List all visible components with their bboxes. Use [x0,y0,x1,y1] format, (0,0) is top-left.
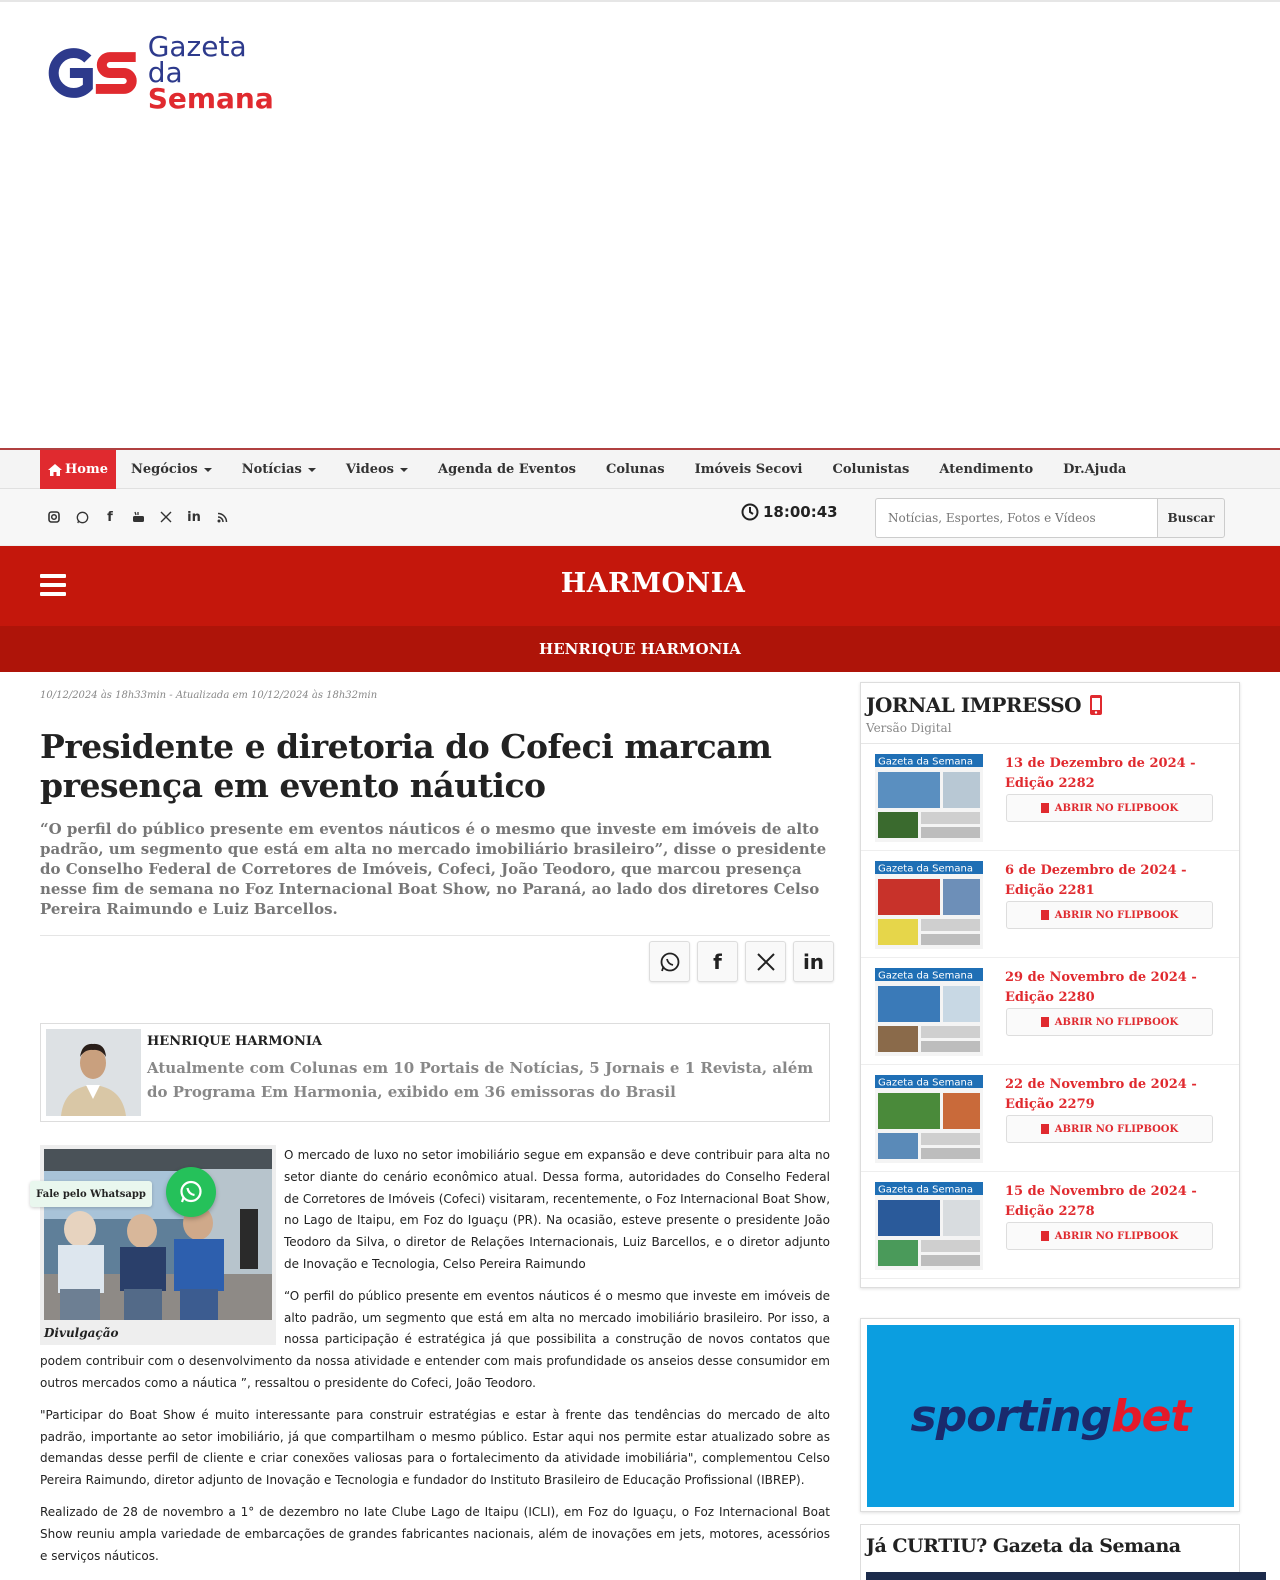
ad-brand-a: sporting [910,1390,1112,1442]
rss-icon[interactable] [208,506,236,528]
edition-cover[interactable] [875,754,983,842]
edition-cover[interactable] [875,1182,983,1270]
divider [40,935,830,936]
article-paragraph: Realizado de 28 de novembro a 1° de dezembro no Iate Clube Lago de Itaipu (ICLI), em Foz do Iguaçu, o Foz Internacional Boat Show reuniu ampla variedade de embarcações de grandes fabricantes nacionais, além de inovações em jets, motores, acessórios e serviços náuticos. [40,1504,830,1563]
nav-item-label: Colunas [606,462,665,477]
edition-title[interactable]: 29 de Novembro de 2024 - Edição 2280 [1005,970,1197,1005]
article-lead: “O perfil do público presente em eventos náuticos é o mesmo que investe em imóveis de alto padrão, um segmento que está em alta no mercado imobiliário brasileiro”, disse o presidente do Conselho Federal de Corretores de Imóveis, Cofeci, João Teodoro, que marcou presença nesse fim de semana no Foz Internacional Boat Show, no Paraná, ao lado dos diretores Celso Pereira Raimundo e Luiz Barcellos. [40,820,827,918]
file-icon [1041,1017,1049,1027]
open-flipbook-button[interactable] [1006,901,1213,929]
edition-item [861,744,1239,851]
jornal-impresso-box [860,682,1240,1288]
edition-cover[interactable] [875,861,983,949]
utility-bar [0,489,1280,546]
open-flipbook-button[interactable] [1006,794,1213,822]
nav-item-label: Negócios [130,462,198,477]
facebook-box-title: Já CURTIU? Gazeta da Semana [866,1535,1181,1557]
open-flipbook-label: ABRIR NO FLIPBOOK [1054,1123,1179,1135]
edition-cover-label: Gazeta da Semana [878,756,973,768]
file-icon [1041,910,1049,920]
edition-cover-label: Gazeta da Semana [878,863,973,875]
open-flipbook-button[interactable] [1006,1115,1213,1143]
whatsapp-icon [178,1179,204,1205]
nav-item-neg-cios[interactable] [116,450,227,489]
share-x-icon[interactable] [745,941,786,982]
edition-title[interactable]: 15 de Novembro de 2024 - Edição 2278 [1005,1184,1197,1219]
nav-item-atendimento[interactable] [924,450,1048,489]
file-icon [1041,803,1049,813]
whatsapp-label[interactable]: Fale pelo Whatsapp [30,1181,152,1207]
home-icon [48,464,62,476]
edition-cover-label: Gazeta da Semana [878,1184,973,1196]
logo-line1: Gazeta da [147,30,247,89]
logo-wordmark [147,30,290,115]
nav-item-label: Atendimento [939,462,1034,477]
share-linkedin-icon[interactable]: in [793,941,834,982]
top-border [0,0,1280,2]
nav-item-label: Notícias [241,462,302,477]
edition-item [861,1172,1239,1279]
edition-cover[interactable] [875,1075,983,1163]
file-icon [1041,1231,1049,1241]
whatsapp-float-button[interactable] [166,1167,216,1217]
edition-title[interactable]: 13 de Dezembro de 2024 - Edição 2282 [1005,756,1196,791]
article-meta: 10/12/2024 às 18h33min - Atualizada em 10/12/2024 às 18h32min [40,690,378,701]
photo-caption: Divulgação [44,1326,119,1340]
jornal-title: JORNAL IMPRESSO [866,693,1082,717]
author-avatar [46,1029,141,1116]
clock-time: 18:00:43 [763,503,838,521]
site-logo[interactable] [40,30,290,115]
facebook-icon[interactable]: f [107,509,113,525]
nav-item-dr-ajuda[interactable] [1048,450,1141,489]
nav-item-videos[interactable] [331,450,423,489]
article-paragraph: O mercado de luxo no setor imobiliário segue em expansão e deve contribuir para alta no setor diante do cenário econômico atual. Dessa forma, autoridades do Conselho Federal de Corretores de Imóveis (Cofeci) visitaram, recentemente, o Foz Internacional Boat Show, no Lago de Itaipu, em Foz do Iguaçu (PR). Na ocasião, esteve presente o presidente João Teodoro da Silva, o diretor de Relações Internacionais, Luiz Barcellos, e o diretor adjunto de Inovação e Tecnologia, Celso Pereira Raimundo [284,1148,831,1271]
nav-item-label: Home [65,462,108,477]
facebook-embed[interactable] [866,1572,1266,1580]
nav-item-label: Colunistas [832,462,910,477]
clock-icon [741,503,759,521]
article-body [40,1145,830,1577]
mobile-phone-icon [1089,694,1103,716]
author-bio: Atualmente com Colunas em 10 Portais de Notícias, 5 Jornais e 1 Revista, além do Programa Em Harmonia, exibido em 36 emissoras do Brasil [147,1059,814,1101]
search-input[interactable] [875,498,1157,538]
jornal-title-row [866,693,1103,717]
clock [741,503,838,521]
caret-down-icon [400,468,408,472]
search-button[interactable]: Buscar [1157,498,1225,538]
edition-cover-label: Gazeta da Semana [878,1077,973,1089]
caret-down-icon [204,468,212,472]
gs-logo-icon [40,45,142,101]
social-links [40,506,236,528]
caret-down-icon [308,468,316,472]
edition-title[interactable]: 6 de Dezembro de 2024 - Edição 2281 [1005,863,1187,898]
nav-item-im-veis-secovi[interactable] [680,450,818,489]
nav-item-not-cias[interactable] [227,450,331,489]
edition-item [861,851,1239,958]
author-name[interactable]: HENRIQUE HARMONIA [147,1034,322,1049]
open-flipbook-label: ABRIR NO FLIPBOOK [1054,1230,1179,1242]
nav-item-label: Dr.Ajuda [1063,462,1127,477]
open-flipbook-label: ABRIR NO FLIPBOOK [1054,909,1179,921]
share-whatsapp-icon[interactable] [649,941,690,982]
sportingbet-ad[interactable] [867,1325,1234,1507]
whatsapp-icon[interactable] [68,506,96,528]
nav-item-agenda-de-eventos[interactable] [423,450,591,489]
nav-item-colunas[interactable] [591,450,680,489]
section-header [0,546,1280,626]
open-flipbook-label: ABRIR NO FLIPBOOK [1054,802,1179,814]
linkedin-icon[interactable]: in [187,509,201,525]
instagram-icon[interactable] [40,506,68,528]
article-paragraph: “O perfil do público presente em eventos náuticos é o mesmo que investe em imóveis de alto padrão, um segmento que está em alta no mercado imobiliário brasileiro. Por isso, a nossa participação é estratégica já que possibilita a construção de novos contatos que podem contribuir com o desenvolvimento da nossa atividade e entender com mais profundidade os anseios desse consumidor em outros mercados como a náutica ”, ressaltou o presidente do Cofeci, João Teodoro. [40,1288,830,1390]
x-icon[interactable] [152,506,180,528]
open-flipbook-button[interactable] [1006,1222,1213,1250]
section-subheader [0,626,1280,672]
article-photo [44,1149,272,1320]
jornal-subtitle: Versão Digital [866,721,952,735]
nav-item-label: Imóveis Secovi [694,462,803,477]
file-icon [1041,1124,1049,1134]
nav-item-label: Agenda de Eventos [438,462,577,477]
nav-item-colunistas[interactable] [817,450,924,489]
open-flipbook-label: ABRIR NO FLIPBOOK [1054,1016,1179,1028]
main-nav-list [40,450,1141,489]
ad-logo [911,1391,1191,1442]
edition-title[interactable]: 22 de Novembro de 2024 - Edição 2279 [1005,1077,1197,1112]
open-flipbook-button[interactable] [1006,1008,1213,1036]
ad-brand-b: bet [1111,1390,1191,1442]
search-form [875,498,1225,538]
main-nav [0,448,1280,489]
facebook-box [860,1524,1240,1580]
share-buttons [642,941,834,982]
ad-box[interactable] [860,1318,1240,1512]
article-headline: Presidente e diretoria do Cofeci marcam presença em evento náutico [40,727,772,805]
author-box[interactable] [40,1023,830,1122]
edition-item [861,958,1239,1065]
edition-cover-label: Gazeta da Semana [878,970,973,982]
article-paragraph: "Participar do Boat Show é muito interessante para construir estratégias e estar à frente das tendências do mercado de alto padrão, importante ao setor imobiliário, já que compartilham o mesmo público. Estar aqui nos permite estar atualizado sobre as demandas desse perfil de cliente e criar conexões valiosas para o fortalecimento da atividade imobiliária", complementou Celso Pereira Raimundo, diretor adjunto de Inovação e Tecnologia e fundador do Instituto Brasileiro de Educação Profissional (IBREP). [40,1407,830,1488]
article-figure[interactable] [40,1145,276,1345]
share-facebook-icon[interactable]: f [697,941,738,982]
section-title: HARMONIA [560,568,746,599]
nav-item-label: Videos [345,462,394,477]
edition-cover[interactable] [875,968,983,1056]
logo-line2: Semana [147,82,274,115]
nav-item-home[interactable] [40,450,116,489]
edition-item [861,1065,1239,1172]
section-subtitle[interactable]: HENRIQUE HARMONIA [539,640,741,658]
youtube-icon[interactable] [124,506,152,528]
